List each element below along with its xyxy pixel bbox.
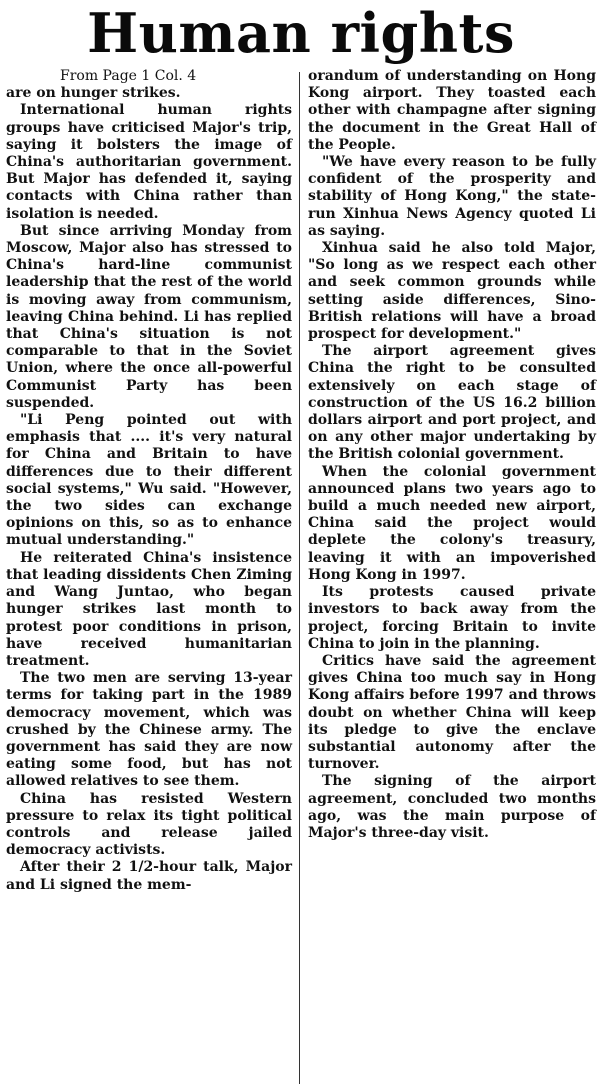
paragraph: The two men are serving 13-year terms for taking part in the 1989 democracy movement, which was crushed by the Chinese army. The government has said they are now eating some food, but has not allowed relatives to see them.	[6, 670, 292, 790]
paragraph: "We have every reason to be fully confident of the prosperity and stability of Hong Kong," the state-run Xinhua News Agency quoted Li as saying.	[308, 154, 596, 239]
paragraph: The airport agreement gives China the right to be consulted extensively on each stage of construction of the US 16.2 billion dollars airport and port project, and on any other major undertaking by the British colonial government.	[308, 343, 596, 463]
paragraph: China has resisted Western pressure to relax its tight political controls and release jailed democracy activists.	[6, 790, 292, 859]
left-column	[6, 68, 292, 894]
paragraph: are on hunger strikes.	[6, 85, 181, 102]
column-divider	[299, 72, 300, 1084]
headline: Human rights	[87, 1, 515, 65]
paragraph: "Li Peng pointed out with emphasis that .... it's very natural for China and Britain to have differences due to their different social systems," Wu said. "However, the two sides can exchange opinions on this, so as to enhance mutual understanding."	[6, 412, 292, 549]
paragraph: He reiterated China's insistence that leading dissidents Chen Ziming and Wang Juntao, who began hunger strikes last month to protest poor conditions in prison, have received humanitarian treatment.	[6, 549, 292, 669]
paragraph: The signing of the airport agreement, concluded two months ago, was the main purpose of Major's three-day visit.	[308, 773, 596, 841]
jump-line: From Page 1 Col. 4	[60, 68, 197, 84]
paragraph: Xinhua said he also told Major, "So long as we respect each other and seek common grounds while setting aside differences, Sino-British relations will have a broad prospect for development."	[308, 240, 596, 343]
paragraph: Critics have said the agreement gives China too much say in Hong Kong affairs before 1997 and throws doubt on whether China will keep its pledge to give the enclave substantial autonomy after the turnover.	[308, 652, 596, 773]
paragraph: When the colonial government announced plans two years ago to build a much needed new airport, China said the project would deplete the colony's treasury, leaving it with an impoverished Hong Kong in 1997.	[308, 463, 596, 583]
paragraph: orandum of understanding on Hong Kong airport. They toasted each other with champagne after signing the document in the Great Hall of the People.	[308, 68, 596, 153]
paragraph: Its protests caused private investors to back away from the project, forcing Britain to invite China to join in the planning.	[308, 584, 596, 652]
paragraph: International human rights groups have criticised Major's trip, saying it bolsters the image of China's authoritarian government. But Major has defended it, saying contacts with China rather than isolation is needed.	[6, 102, 292, 222]
right-column	[308, 68, 596, 842]
paragraph: But since arriving Monday from Moscow, Major also has stressed to China's hard-line communist leadership that the rest of the world is moving away from communism, leaving China behind. Li has replied that China's situation is not comparable to that in the Soviet Union, where the once all-powerful Communist Party has been suspended.	[6, 222, 292, 411]
paragraph: After their 2 1/2-hour talk, Major and Li signed the mem-	[6, 859, 292, 893]
